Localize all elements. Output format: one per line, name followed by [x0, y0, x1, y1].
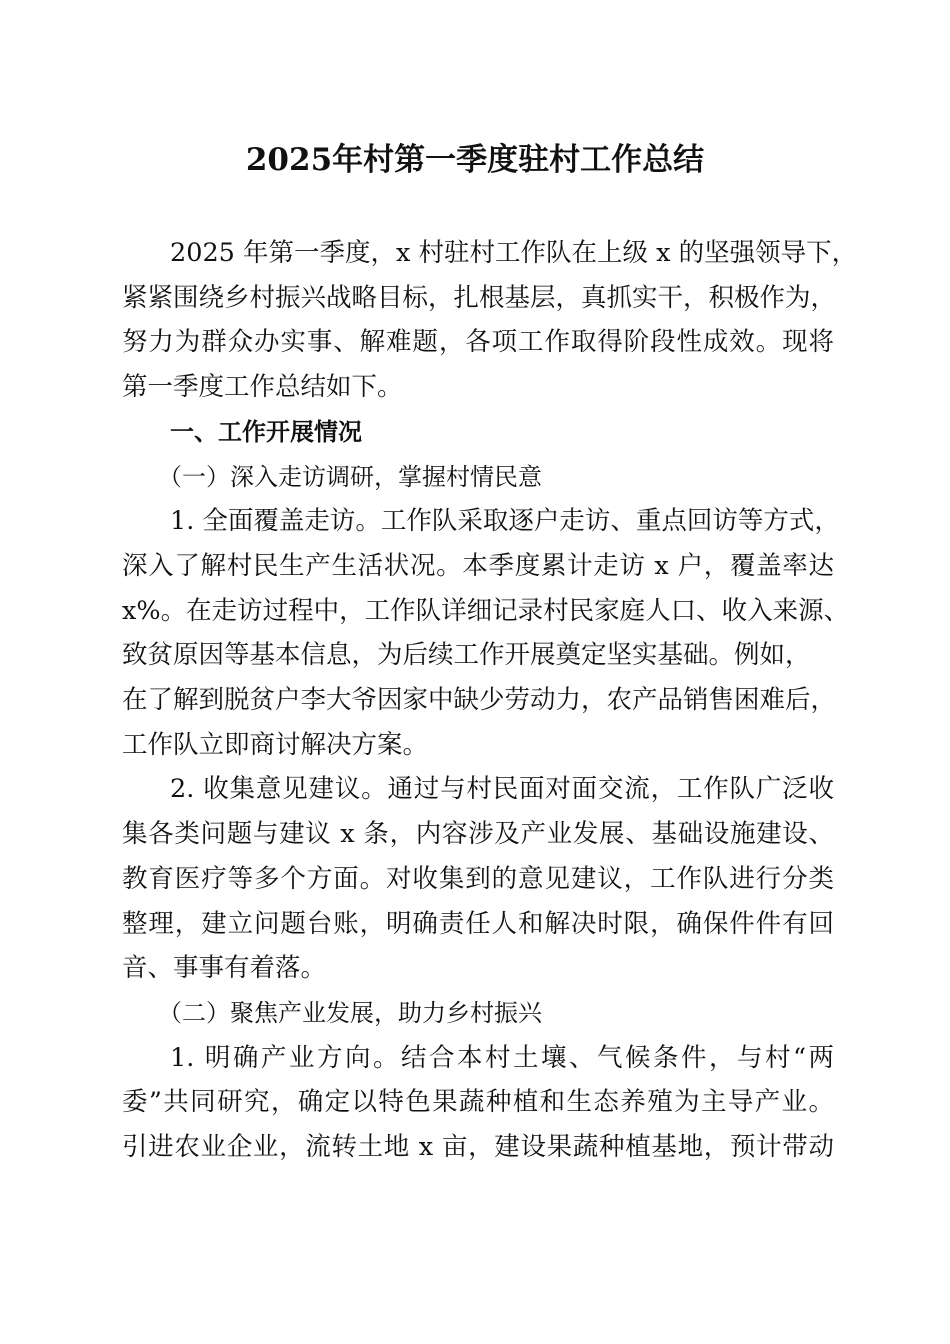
paragraph-line: 2025 年第一季度，x 村驻村工作队在上级 x 的坚强领导下，: [170, 238, 858, 268]
paragraph-line: 紧紧围绕乡村振兴战略目标，扎根基层，真抓实干，积极作为，: [122, 282, 837, 313]
subsection-heading: （一）深入走访调研，掌握村情民意: [158, 462, 542, 491]
paragraph-line: 整理，建立问题台账，明确责任人和解决时限，确保件件有回: [122, 908, 834, 939]
paragraph-line: 深入了解村民生产生活状况。本季度累计走访 x 户，覆盖率达: [122, 550, 834, 581]
paragraph-line: 引进农业企业，流转土地 x 亩，建设果蔬种植基地，预计带动: [122, 1132, 834, 1163]
paragraph-line: 教育医疗等多个方面。对收集到的意见建议，工作队进行分类: [122, 863, 834, 894]
paragraph-line: 致贫原因等基本信息，为后续工作开展奠定坚实基础。例如，: [122, 640, 811, 671]
paragraph-line: 2. 收集意见建议。通过与村民面对面交流，工作队广泛收: [170, 774, 834, 805]
paragraph-line: 音、事事有着落。: [122, 953, 327, 984]
paragraph-line: 第一季度工作总结如下。: [122, 372, 403, 403]
paragraph-line: x%。在走访过程中，工作队详细记录村民家庭人口、收入来源、: [122, 595, 850, 626]
paragraph-line: 集各类问题与建议 x 条，内容涉及产业发展、基础设施建设、: [122, 819, 834, 850]
subsection-heading: （二）聚焦产业发展，助力乡村振兴: [158, 998, 542, 1027]
paragraph-line: 1. 全面覆盖走访。工作队采取逐户走访、重点回访等方式，: [170, 506, 840, 537]
paragraph-line: 在了解到脱贫户李大爷因家中缺少劳动力，农产品销售困难后，: [122, 685, 837, 716]
paragraph-line: 努力为群众办实事、解难题，各项工作取得阶段性成效。现将: [122, 327, 834, 358]
document-body: [122, 231, 858, 1170]
document-title: 2025年村第一季度驻村工作总结: [245, 142, 705, 178]
section-heading: 一、工作开展情况: [170, 417, 362, 446]
paragraph-line: 工作队立即商讨解决方案。: [122, 729, 429, 760]
paragraph-line: 1. 明确产业方向。结合本村土壤、气候条件，与村“两: [170, 1042, 834, 1073]
paragraph-line: 委”共同研究，确定以特色果蔬种植和生态养殖为主导产业。: [122, 1087, 834, 1118]
